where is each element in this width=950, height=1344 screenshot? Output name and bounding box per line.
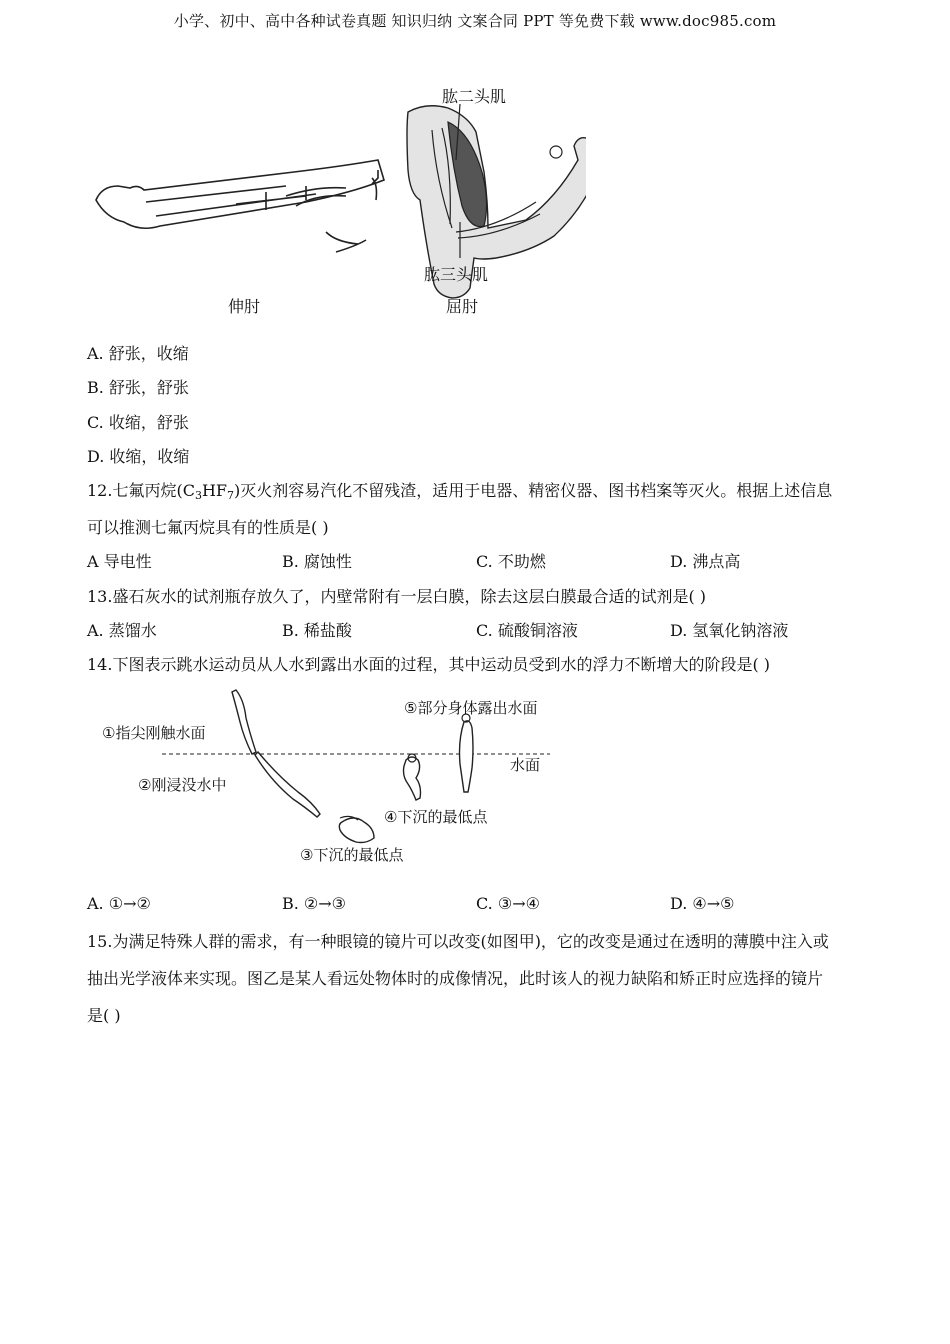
diver-2-figure (255, 752, 320, 817)
diver-5-figure (460, 721, 474, 792)
q14-option-a: A. ①→② (87, 894, 151, 913)
q13-option-b: B. 稀盐酸 (282, 621, 352, 640)
flex-elbow-label: 屈肘 (446, 297, 479, 316)
q11-option-b: B. 舒张，舒张 (87, 378, 189, 397)
extended-arm-illustration (96, 160, 384, 252)
page-header: 小学、初中、高中各种试卷真题 知识归纳 文案合同 PPT 等免费下载 www.doc985.com (173, 12, 777, 30)
q13-option-d: D. 氢氧化钠溶液 (670, 621, 789, 640)
dive-label-5: ⑤部分身体露出水面 (404, 699, 538, 717)
q12-options (87, 549, 887, 571)
diver-1-figure (232, 690, 256, 754)
q15-stem-line2: 抽出光学液体来实现。图乙是某人看远处物体时的成像情况，此时该人的视力缺陷和矫正时应选择的镜片 (87, 969, 824, 988)
q13-stem: 13.盛石灰水的试剂瓶存放久了，内壁常附有一层白膜，除去这层白膜最合适的试剂是( ) (87, 587, 707, 606)
arm-figure (86, 82, 586, 322)
q14-option-d: D. ④→⑤ (670, 894, 735, 913)
q13-options (87, 618, 887, 640)
dive-label-3: ③下沉的最低点 (300, 846, 404, 864)
q12-option-b: B. 腐蚀性 (282, 552, 352, 571)
q11-option-d: D. 收缩，收缩 (87, 447, 190, 466)
diver-3-figure (339, 818, 374, 843)
q12-option-c: C. 不助燃 (476, 552, 546, 571)
dive-label-1: ①指尖刚触水面 (102, 724, 206, 742)
q14-option-b: B. ②→③ (282, 894, 347, 913)
biceps-label: 肱二头肌 (442, 87, 507, 106)
q11-option-c: C. 收缩，舒张 (87, 413, 189, 432)
extend-elbow-label: 伸肘 (228, 297, 261, 316)
q14-options (87, 894, 887, 916)
q12-stem-line2: 可以推测七氟丙烷具有的性质是( ) (87, 518, 329, 537)
diving-figure (90, 682, 610, 872)
q12-stem-line1: 12.七氟丙烷$(C_3HF_7)$灭火剂容易汽化不留残渣，适用于电器、精密仪器、图书档案等灭火。根据上述信息 (87, 481, 833, 502)
q13-option-a: A. 蒸馏水 (87, 621, 157, 640)
dive-label-4: ④下沉的最低点 (384, 808, 488, 826)
q12-option-d: D. 沸点高 (670, 552, 741, 571)
q11-option-a: A. 舒张，收缩 (87, 344, 189, 363)
water-surface-label: 水面 (510, 756, 541, 774)
q12-option-a: A 导电性 (87, 552, 152, 571)
diver-4-figure (404, 757, 421, 800)
q15-stem-line3: 是( ) (87, 1006, 121, 1025)
q15-stem-line1: 15.为满足特殊人群的需求，有一种眼镜的镜片可以改变(如图甲)，它的改变是通过在透明的薄膜中注入或 (87, 932, 829, 951)
q14-option-c: C. ③→④ (476, 894, 540, 913)
dive-label-2: ②刚浸没水中 (138, 776, 227, 794)
triceps-label: 肱三头肌 (424, 265, 489, 284)
q14-stem: 14.下图表示跳水运动员从人水到露出水面的过程，其中运动员受到水的浮力不断增大的阶段是( ) (87, 655, 771, 674)
q13-option-c: C. 硫酸铜溶液 (476, 621, 578, 640)
